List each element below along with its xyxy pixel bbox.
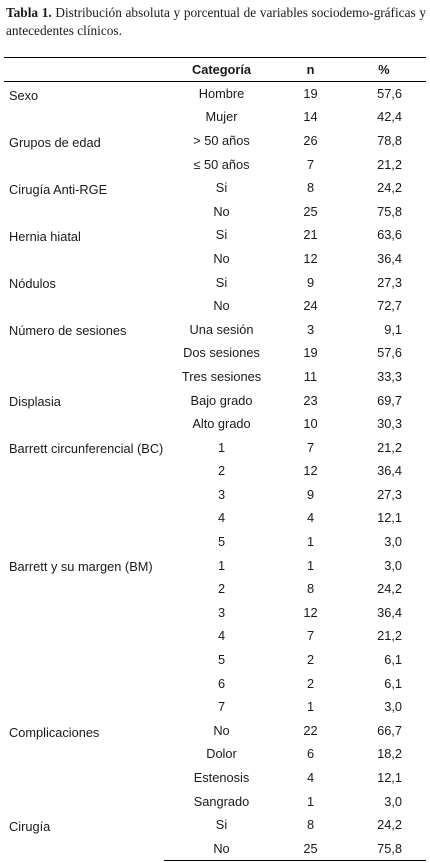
percent-cell: 18,2 [377, 746, 402, 762]
variable-cell: Número de sesiones [9, 323, 127, 339]
variable-cell: Hernia hiatal [9, 229, 81, 245]
percent-cell: 3,0 [384, 534, 402, 550]
count-cell: 9 [306, 274, 315, 290]
table-row [4, 435, 426, 459]
count-cell: 1 [306, 699, 315, 715]
variable-cell: Barrett circunferencial (BC) [9, 441, 164, 457]
category-cell: 6 [217, 675, 226, 691]
count-cell: 24 [303, 298, 318, 314]
category-cell: 5 [217, 652, 226, 668]
caption-text: Distribución absoluta y porcentual de variables sociodemo-gráficas y antecedentes clínicos. [6, 5, 426, 38]
percent-cell: 3,0 [384, 557, 402, 573]
category-cell: 2 [217, 581, 226, 597]
count-cell: 1 [306, 534, 315, 550]
percent-cell: 24,2 [377, 581, 402, 597]
category-cell: Bajo grado [190, 392, 253, 408]
category-cell: Una sesión [189, 321, 254, 337]
percent-cell: 42,4 [377, 109, 402, 125]
variable-cell: Cirugía Anti-RGE [9, 181, 108, 197]
table-row [4, 317, 426, 341]
category-cell: No [213, 722, 230, 738]
percent-cell: 6,1 [384, 652, 402, 668]
category-cell: Tres sesiones [181, 368, 262, 384]
table-row [4, 176, 426, 200]
count-cell: 3 [306, 321, 315, 337]
count-cell: 21 [303, 227, 318, 243]
variable-cell: Complicaciones [9, 724, 100, 740]
table-row [4, 129, 426, 153]
count-cell: 19 [303, 86, 318, 102]
variable-cell: Cirugía [9, 818, 51, 834]
percent-cell: 63,6 [377, 227, 402, 243]
category-cell: Estenosis [193, 770, 250, 786]
table-row [4, 553, 426, 577]
count-cell: 2 [306, 675, 315, 691]
data-table [4, 57, 426, 861]
count-cell: 1 [306, 557, 315, 573]
percent-cell: 57,6 [377, 345, 402, 361]
header-percent: % [342, 58, 426, 82]
category-cell: 3 [217, 486, 226, 502]
category-cell: Dos sesiones [183, 345, 260, 361]
category-cell: 1 [217, 439, 226, 455]
percent-cell: 75,8 [377, 203, 402, 219]
count-cell: 7 [306, 628, 315, 644]
percent-cell: 24,2 [377, 180, 402, 196]
percent-cell: 57,6 [377, 86, 402, 102]
percent-cell: 33,3 [377, 368, 402, 384]
table-caption [6, 4, 426, 40]
category-cell: 1 [217, 557, 226, 573]
percent-cell: 72,7 [377, 298, 402, 314]
percent-cell: 9,1 [384, 321, 402, 337]
table-row [4, 223, 426, 247]
count-cell: 7 [306, 156, 315, 172]
category-cell: Si [215, 180, 228, 196]
count-cell: 25 [303, 203, 318, 219]
table-row [4, 388, 426, 412]
count-cell: 8 [306, 817, 315, 833]
table-row [4, 813, 426, 837]
percent-cell: 6,1 [384, 675, 402, 691]
category-cell: Hombre [198, 86, 245, 102]
table-row [4, 719, 426, 743]
count-cell: 23 [303, 392, 318, 408]
category-cell: No [213, 203, 230, 219]
variable-cell: Barrett y su margen (BM) [9, 559, 153, 575]
percent-cell: 36,4 [377, 463, 402, 479]
variable-cell: Nódulos [9, 276, 56, 292]
count-cell: 12 [303, 463, 318, 479]
count-cell: 12 [303, 604, 318, 620]
count-cell: 26 [303, 132, 318, 148]
category-cell: > 50 años [193, 132, 250, 148]
count-cell: 10 [303, 416, 318, 432]
percent-cell: 27,3 [377, 274, 402, 290]
table-body [4, 82, 426, 861]
count-cell: 7 [306, 439, 315, 455]
category-cell: 2 [217, 463, 226, 479]
category-cell: 5 [217, 534, 226, 550]
percent-cell: 21,2 [377, 628, 402, 644]
header-variable [4, 58, 164, 82]
header-n: n [279, 58, 342, 82]
category-cell: 4 [217, 510, 226, 526]
category-cell: Si [215, 817, 228, 833]
percent-cell: 3,0 [384, 793, 402, 809]
category-cell: ≤ 50 años [193, 156, 250, 172]
count-cell: 14 [303, 109, 318, 125]
count-cell: 22 [303, 722, 318, 738]
count-cell: 25 [279, 837, 342, 861]
count-cell: 6 [306, 746, 315, 762]
percent-cell: 30,3 [377, 416, 402, 432]
category-cell: Si [215, 227, 228, 243]
percent-cell: 3,0 [384, 699, 402, 715]
category-cell: Alto grado [192, 416, 251, 432]
count-cell: 8 [306, 180, 315, 196]
header-row [4, 58, 426, 82]
percent-cell: 36,4 [377, 250, 402, 266]
percent-cell: 78,8 [377, 132, 402, 148]
percent-cell: 75,8 [342, 837, 426, 861]
percent-cell: 66,7 [377, 722, 402, 738]
category-cell: Dolor [206, 746, 237, 762]
variable-cell: Displasia [9, 394, 61, 410]
category-cell: No [164, 837, 279, 861]
category-cell: Sangrado [193, 793, 250, 809]
table-row [4, 270, 426, 294]
percent-cell: 69,7 [377, 392, 402, 408]
category-cell: 4 [217, 628, 226, 644]
category-cell: No [213, 250, 230, 266]
count-cell: 4 [306, 770, 315, 786]
category-cell: 7 [217, 699, 226, 715]
table-row [4, 82, 426, 106]
count-cell: 1 [306, 793, 315, 809]
count-cell: 4 [306, 510, 315, 526]
category-cell: Mujer [205, 109, 238, 125]
percent-cell: 27,3 [377, 486, 402, 502]
percent-cell: 24,2 [377, 817, 402, 833]
category-cell: 3 [217, 604, 226, 620]
percent-cell: 12,1 [377, 510, 402, 526]
percent-cell: 36,4 [377, 604, 402, 620]
variable-cell: Sexo [9, 88, 39, 103]
count-cell: 9 [306, 486, 315, 502]
category-cell: Si [215, 274, 228, 290]
percent-cell: 12,1 [377, 770, 402, 786]
header-categoria: Categoría [164, 58, 279, 82]
count-cell: 19 [303, 345, 318, 361]
count-cell: 8 [306, 581, 315, 597]
percent-cell: 21,2 [377, 439, 402, 455]
category-cell: No [213, 298, 230, 314]
count-cell: 12 [303, 250, 318, 266]
caption-label: Tabla 1. [6, 5, 52, 20]
count-cell: 11 [303, 368, 318, 384]
count-cell: 2 [306, 652, 315, 668]
variable-cell: Grupos de edad [9, 134, 101, 150]
percent-cell: 21,2 [377, 156, 402, 172]
